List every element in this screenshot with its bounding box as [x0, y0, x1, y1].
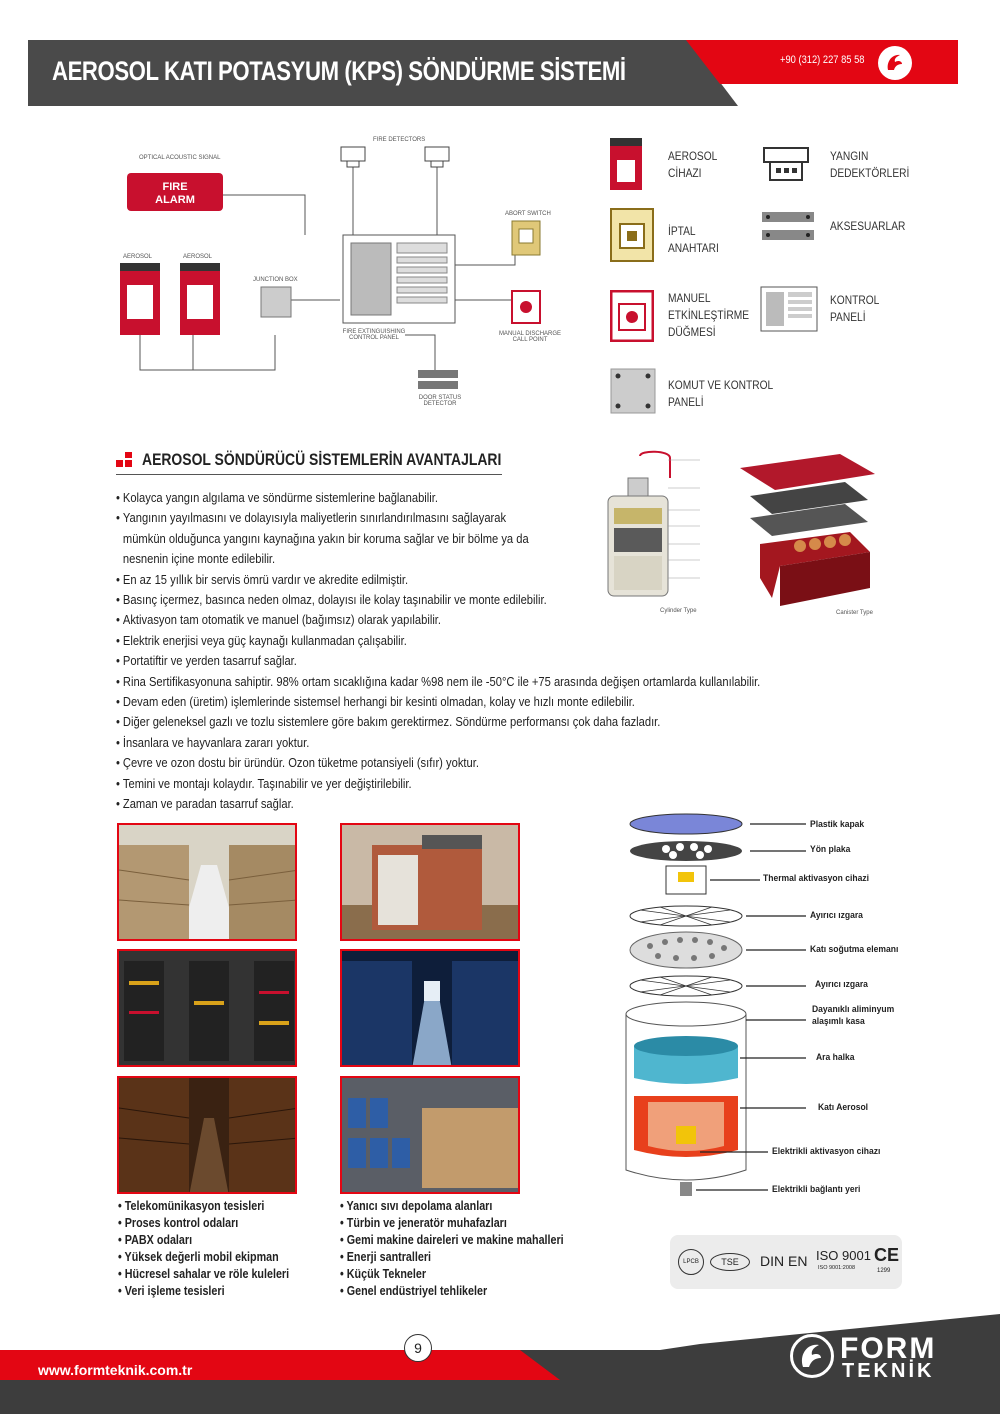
- list-item: • Enerji santralleri: [340, 1250, 432, 1264]
- label-abort-switch: ABORT SWITCH: [505, 211, 551, 217]
- accessories-icon: [760, 210, 816, 242]
- list-item: • Proses kontrol odaları: [118, 1216, 239, 1230]
- list-item: • Zaman ve paradan tasarruf sağlar.: [116, 796, 294, 812]
- label-plastik-kapak: Plastik kapak: [810, 819, 865, 830]
- applications-left: [118, 1198, 317, 1300]
- label-control-panel: FIRE EXTINGUISHING CONTROL PANEL: [342, 329, 406, 341]
- list-item: • Küçük Tekneler: [340, 1267, 427, 1281]
- list-item: • Diğer geleneksel gazlı ve tozlu sistemlere göre bakım gerektirmez. Söndürme performansı çok daha fazladır.: [116, 714, 661, 730]
- photo-chemical-storage: [340, 1076, 520, 1194]
- photo-data-center: [340, 949, 520, 1067]
- legend-manual: MANUEL ETKİNLEŞTİRME DÜĞMESİ: [668, 291, 750, 339]
- lpcb-logo: LPCB: [678, 1249, 704, 1275]
- list-item: • Rina Sertifikasyonuna sahiptir. 98% ortam sıcaklığına kadar %98 nem ile -50°C ile +75 arasında değişen ortamlarda kullanılabilir.: [116, 673, 761, 689]
- label-junction-box: JUNCTION BOX: [253, 277, 298, 283]
- label-ayirici-2: Ayırıcı ızgara: [815, 979, 868, 990]
- list-item: • En az 15 yıllık bir servis ömrü vardır ve akredite edilmiştir.: [116, 571, 409, 587]
- list-item: • Kolayca yangın algılama ve söndürme sistemlerine bağlanabilir.: [116, 490, 438, 505]
- label-thermal: Thermal aktivasyon cihazi: [763, 873, 869, 884]
- aerosol-device-icon: [610, 138, 642, 190]
- photo-library: [117, 1076, 297, 1194]
- legend-abort: İPTAL ANAHTARI: [668, 224, 719, 255]
- exploded-view: [620, 810, 920, 1205]
- legend-command: KOMUT VE KONTROL PANELİ: [668, 378, 774, 409]
- page-number: 9: [404, 1334, 432, 1362]
- manual-button-icon: [610, 290, 654, 342]
- list-item: • Gemi makine daireleri ve makine mahalleri: [340, 1233, 564, 1247]
- label-ayirici-1: Ayırıcı ızgara: [810, 910, 863, 921]
- label-yon-plaka: Yön plaka: [810, 844, 851, 855]
- system-diagram: [115, 125, 590, 425]
- page-title: AEROSOL KATI POTASYUM (KPS) SÖNDÜRME SİSTEMİ: [52, 56, 626, 86]
- label-cylinder: Cylinder Type: [660, 608, 697, 614]
- list-item: • Devam eden (üretim) işlemlerinde sistemsel herhangi bir kesinti olmadan, kolay ve hızlı monte edilebilir.: [116, 694, 635, 710]
- photo-generator: [340, 823, 520, 941]
- list-item: • Aktivasyon tam otomatik ve manuel (bağımsız) olarak yapılabilir.: [116, 612, 442, 628]
- brand-logo-icon: [878, 46, 912, 80]
- label-kasa: Dayanıklı aliminyum alaşımlı kasa: [812, 1004, 895, 1027]
- label-optical-acoustic: OPTICAL ACOUSTIC SIGNAL: [139, 155, 221, 161]
- advantages-title: AEROSOL SÖNDÜRÜCÜ SİSTEMLERİN AVANTAJLARI: [142, 450, 502, 469]
- advantages-underline: [116, 474, 502, 475]
- label-canister: Canister Type: [836, 610, 873, 616]
- label-sogutma: Katı soğutma elemanı: [810, 944, 899, 955]
- label-elektrikli-aktivasyon: Elektrikli aktivasyon cihazı: [772, 1146, 881, 1157]
- legend-aerosol: AEROSOL CİHAZI: [668, 149, 718, 180]
- abort-switch-icon: [610, 208, 654, 262]
- legend-detectors: YANGIN DEDEKTÖRLERİ: [830, 149, 910, 180]
- header-phone: +90 (312) 227 85 58: [780, 54, 865, 66]
- control-panel-icon: [760, 286, 818, 332]
- legend-accessories: AKSESUARLAR: [830, 219, 906, 233]
- label-manual-call: MANUAL DISCHARGE CALL POINT: [498, 331, 562, 343]
- list-item: • Basınç içermez, basınca neden olmaz, dolayısı ile kolay taşınabilir ve monte edilebilir.: [116, 592, 547, 608]
- footer-url[interactable]: www.formteknik.com.tr: [38, 1362, 193, 1378]
- fire-detector-icon: [762, 146, 810, 182]
- label-aerosol-2: AEROSOL: [183, 254, 213, 260]
- list-item: • PABX odaları: [118, 1233, 193, 1247]
- label-aerosol-1: AEROSOL: [123, 254, 153, 260]
- list-item: • Portatiftir ve yerden tasarruf sağlar.: [116, 653, 297, 669]
- cutaway-illustration: [600, 448, 890, 628]
- list-item: • Türbin ve jeneratör muhafazları: [340, 1216, 507, 1230]
- label-door-status: DOOR STATUS DETECTOR: [418, 395, 462, 407]
- certifications-panel: [670, 1235, 902, 1289]
- footer-logo-icon: [790, 1334, 834, 1378]
- ce-number: 1299: [877, 1268, 891, 1274]
- photo-warehouse: [117, 823, 297, 941]
- din-en-text: DIN EN: [760, 1253, 808, 1269]
- iso-sub-text: ISO 9001:2008: [818, 1265, 856, 1271]
- list-item: • Hücresel sahalar ve röle kuleleri: [118, 1267, 290, 1281]
- list-item: • Yanıcı sıvı depolama alanları: [340, 1199, 493, 1213]
- list-item: • Elektrik enerjisi veya güç kaynağı kullanmadan çalışabilir.: [116, 632, 407, 648]
- legend-control: KONTROL PANELİ: [830, 293, 880, 324]
- label-fire-alarm: FIRE ALARM: [155, 181, 195, 206]
- list-item: • Yüksek değerli mobil ekipman: [118, 1250, 279, 1264]
- list-item: • Genel endüstriyel tehlikeler: [340, 1284, 488, 1298]
- label-baglanti: Elektrikli bağlantı yeri: [772, 1184, 861, 1195]
- applications-right: [340, 1198, 600, 1300]
- command-panel-icon: [610, 368, 656, 414]
- list-item: • Çevre ve ozon dostu bir üründür. Ozon tüketme potansiyeli (sıfır) yoktur.: [116, 755, 479, 771]
- list-item: • Temini ve montajı kolaydır. Taşınabilir ve yer değiştirilebilir.: [116, 775, 412, 791]
- iso-text: ISO 9001: [816, 1248, 871, 1263]
- list-item: • İnsanlara ve hayvanlara zararı yoktur.: [116, 734, 310, 750]
- footer-brand-form: FORM: [840, 1332, 937, 1365]
- label-ara-halka: Ara halka: [816, 1052, 855, 1063]
- photo-server-racks: [117, 949, 297, 1067]
- footer-brand-teknik: TEKNİK: [842, 1360, 935, 1382]
- list-item: • Yangının yayılmasını ve dolayısıyla maliyetlerin sınırlandırılmasını sağlayarak: [116, 510, 507, 526]
- label-fire-detectors: FIRE DETECTORS: [373, 137, 426, 143]
- ce-mark: CE: [874, 1245, 900, 1265]
- label-kati-aerosol: Katı Aerosol: [818, 1102, 869, 1113]
- tse-logo: TSE: [710, 1253, 750, 1271]
- list-item: • Telekomünikasyon tesisleri: [118, 1199, 265, 1213]
- section-bullet-icon: [116, 452, 132, 468]
- list-item: mümkün olduğunca yangını kaynağına yakın bir koruma sağlar ve bir bölme ya da: [122, 530, 529, 546]
- list-item: • Veri işleme tesisleri: [118, 1284, 225, 1298]
- list-item: nesnenin içine monte edilebilir.: [122, 551, 276, 567]
